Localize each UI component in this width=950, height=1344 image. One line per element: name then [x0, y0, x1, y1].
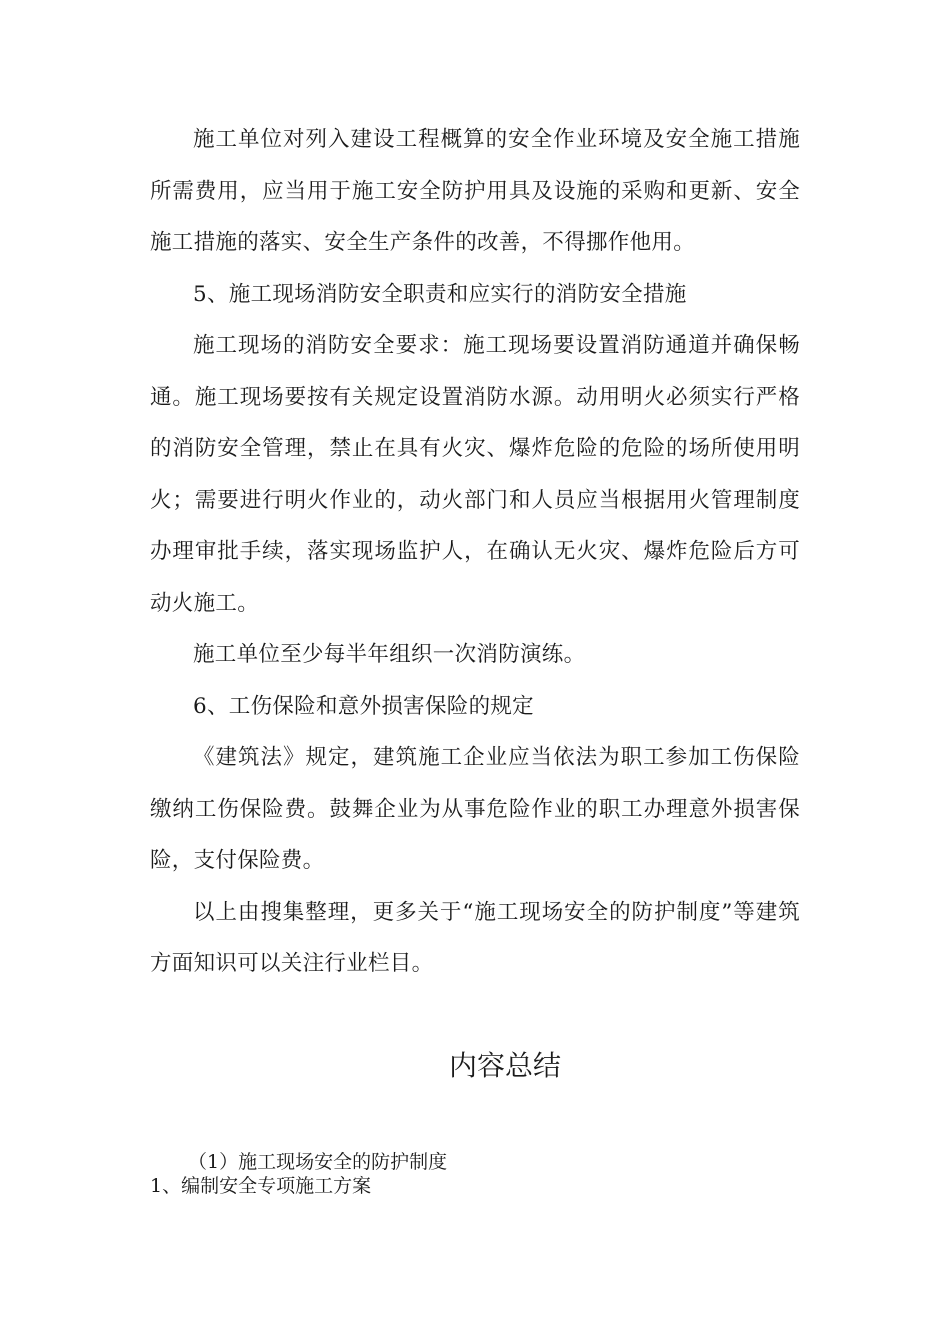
- section-heading-fire-safety: 5、施工现场消防安全职责和应实行的消防安全措施: [193, 281, 687, 307]
- paragraph-closing: 以上由搜集整理，更多关于“施工现场安全的防护制度”等建筑方面知识可以关注行业栏目。: [150, 899, 800, 976]
- paragraph-insurance: 《建筑法》规定，建筑施工企业应当依法为职工参加工伤保险缴纳工伤保险费。鼓舞企业为从事危险作业的职工办理意外损害保险，支付保险费。: [150, 745, 800, 873]
- summary-title: 内容总结: [448, 1049, 561, 1082]
- summary-line-1: （1）施工现场安全的防护制度: [188, 1151, 448, 1173]
- paragraph-fire-requirements: 施工现场的消防安全要求：施工现场要设置消防通道并确保畅通。施工现场要按有关规定设置消防水源。动用明火必须实行严格的消防安全管理，禁止在具有火灾、爆炸危险的危险的场所使用明火；需要进行明火作业的，动火部门和人员应当根据用火管理制度办理审批手续，落实现场监护人，在确认无火灾、爆炸危险后方可动火施工。: [150, 333, 800, 616]
- summary-line-2: 1、编制安全专项施工方案: [150, 1175, 372, 1197]
- paragraph-safety-cost: 施工单位对列入建设工程概算的安全作业环境及安全施工措施所需费用，应当用于施工安全防护用具及设施的采购和更新、安全施工措施的落实、安全生产条件的改善，不得挪作他用。: [150, 127, 800, 255]
- paragraph-fire-drill: 施工单位至少每半年组织一次消防演练。: [193, 642, 586, 667]
- body-text: [150, 114, 800, 990]
- section-heading-insurance: 6、工伤保险和意外损害保险的规定: [193, 693, 534, 719]
